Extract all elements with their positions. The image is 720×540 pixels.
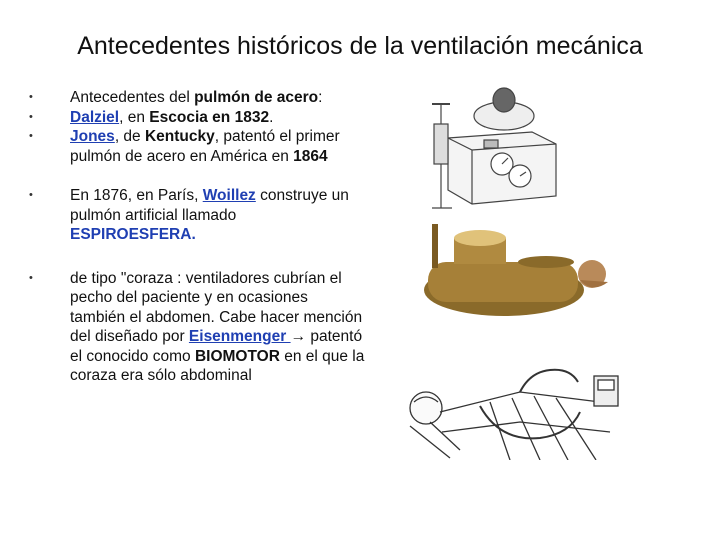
bullet-bold: BIOMOTOR bbox=[194, 347, 280, 365]
espiroesfera-term: ESPIROESFERA. bbox=[70, 226, 196, 243]
bullet-item-1 bbox=[26, 88, 366, 108]
eisenmenger-link[interactable]: Eisenmenger bbox=[188, 328, 291, 345]
bullet-icon: • bbox=[29, 130, 33, 142]
bullet-bold: Kentucky bbox=[144, 128, 215, 145]
jones-link[interactable]: Jones bbox=[70, 128, 115, 145]
bullet-icon: • bbox=[29, 189, 33, 201]
bullet-bold: Escocia en 1832 bbox=[149, 108, 270, 126]
bullet-text: de tipo "coraza : ventiladores cubrían el pecho del paciente y en ocasiones también el abdomen. Cabe hacer mención del diseñado por bbox=[70, 269, 363, 345]
bullet-bold: 1864 bbox=[293, 147, 328, 165]
slide-title: Antecedentes históricos de la ventilación mecánica bbox=[77, 32, 643, 60]
bullet-icon: • bbox=[29, 271, 33, 284]
bullet-bold: pulmón de acero bbox=[194, 89, 319, 106]
bullet-item-3 bbox=[26, 127, 366, 166]
arrow-icon: → bbox=[290, 328, 307, 345]
bullet-item-4 bbox=[26, 186, 366, 245]
dalziel-link[interactable]: Dalziel bbox=[70, 108, 120, 126]
bullet-text: en el que la coraza era sólo abdominal bbox=[70, 347, 365, 384]
bullet-text: construye un pulmón artificial llamado bbox=[70, 187, 349, 224]
bullet-text: , de bbox=[114, 128, 145, 145]
biomotor-illustration bbox=[400, 362, 620, 460]
bullet-icon: • bbox=[29, 91, 33, 103]
bullet-list bbox=[26, 88, 366, 386]
bullet-text: Antecedentes del bbox=[70, 89, 195, 106]
espiroesfera-photo bbox=[424, 222, 616, 322]
bullet-icon: • bbox=[29, 110, 33, 123]
bullet-text: , en bbox=[119, 108, 150, 126]
bullet-text: En 1876, en París, bbox=[70, 187, 203, 204]
bullet-text: : bbox=[318, 89, 323, 106]
bullet-text: patentó el conocido como bbox=[70, 328, 363, 365]
bullet-item-2 bbox=[26, 108, 366, 128]
bullet-text: , patentó el primer pulmón de acero en América en bbox=[70, 128, 340, 165]
bullet-item-5 bbox=[26, 269, 366, 386]
woillez-link[interactable]: Woillez bbox=[202, 187, 256, 204]
bullet-text: . bbox=[269, 108, 274, 126]
dalziel-apparatus-illustration bbox=[428, 86, 570, 216]
